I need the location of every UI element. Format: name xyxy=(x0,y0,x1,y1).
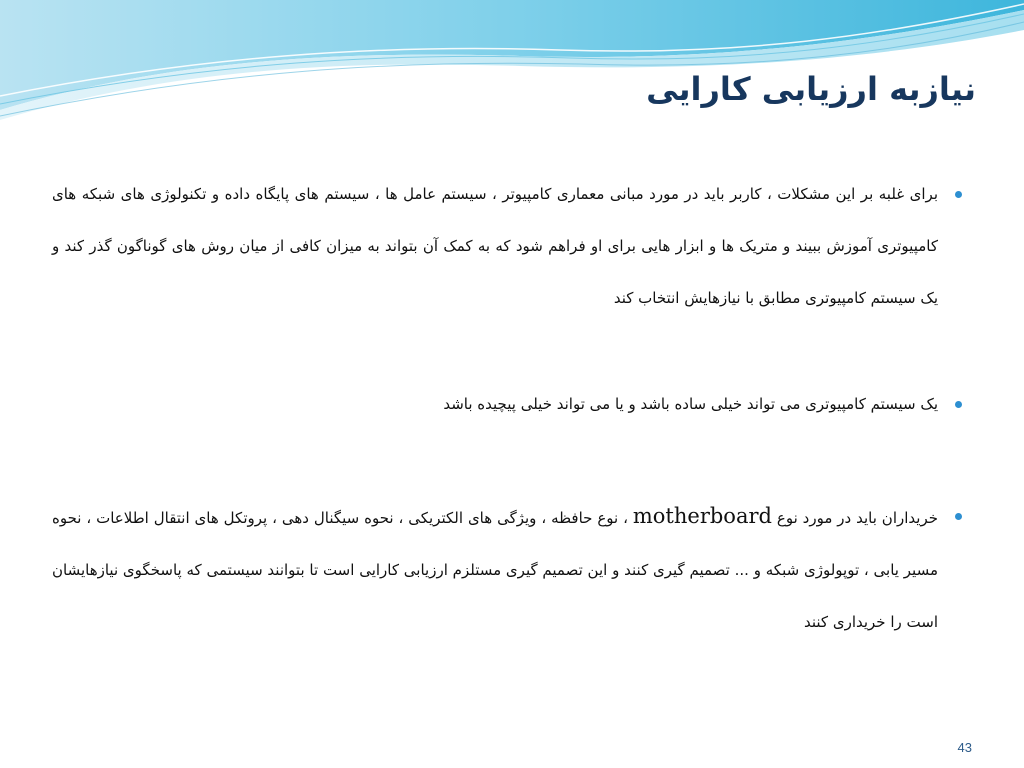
bullet-text-3-after: ، نوع حافظه ، ویژگی های الکتریکی ، نحوه سیگنال دهی ، پروتکل های انتقال اطلاعات ، نحوه مسیر یابی ، توپولوژی شبکه و ... تصمیم گیری کنند و این تصمیم گیری مستلزم ارزیابی کارایی است تا بتوانند سیستمی که پاسخگوی نیازهایشان است را خریداری کنند xyxy=(52,509,938,631)
bullet-item-1 xyxy=(52,168,938,324)
bullet-list xyxy=(52,168,938,648)
bullet-text-2: یک سیستم کامپیوتری می تواند خیلی ساده باشد و یا می تواند خیلی پیچیده باشد xyxy=(443,395,938,413)
bullet-icon xyxy=(952,168,964,220)
bullet-item-3 xyxy=(52,490,938,648)
bullet-item-2 xyxy=(52,378,938,430)
bullet-icon xyxy=(952,490,964,542)
slide-title: نیازبه ارزیابی کارایی xyxy=(646,70,976,108)
bullet-text-3-latin: motherboard xyxy=(632,504,772,528)
bullet-text-3-before: خریداران باید در مورد نوع xyxy=(776,509,938,527)
bullet-text-1: برای غلبه بر این مشکلات ، کاربر باید در مورد مبانی معماری کامپیوتر ، سیستم عامل ها ، سیستم های پایگاه داده و تکنولوژی های شبکه های کامپیوتری آموزش ببیند و متریک ها و ابزار هایی برای او فراهم شود که به کمک آن بتواند به میزان کافی از میان روش های گوناگون گذر کند و یک سیستم کامپیوتری مطابق با نیازهایش انتخاب کند xyxy=(52,185,938,307)
bullet-icon xyxy=(952,378,964,430)
page-number: 43 xyxy=(957,740,972,755)
